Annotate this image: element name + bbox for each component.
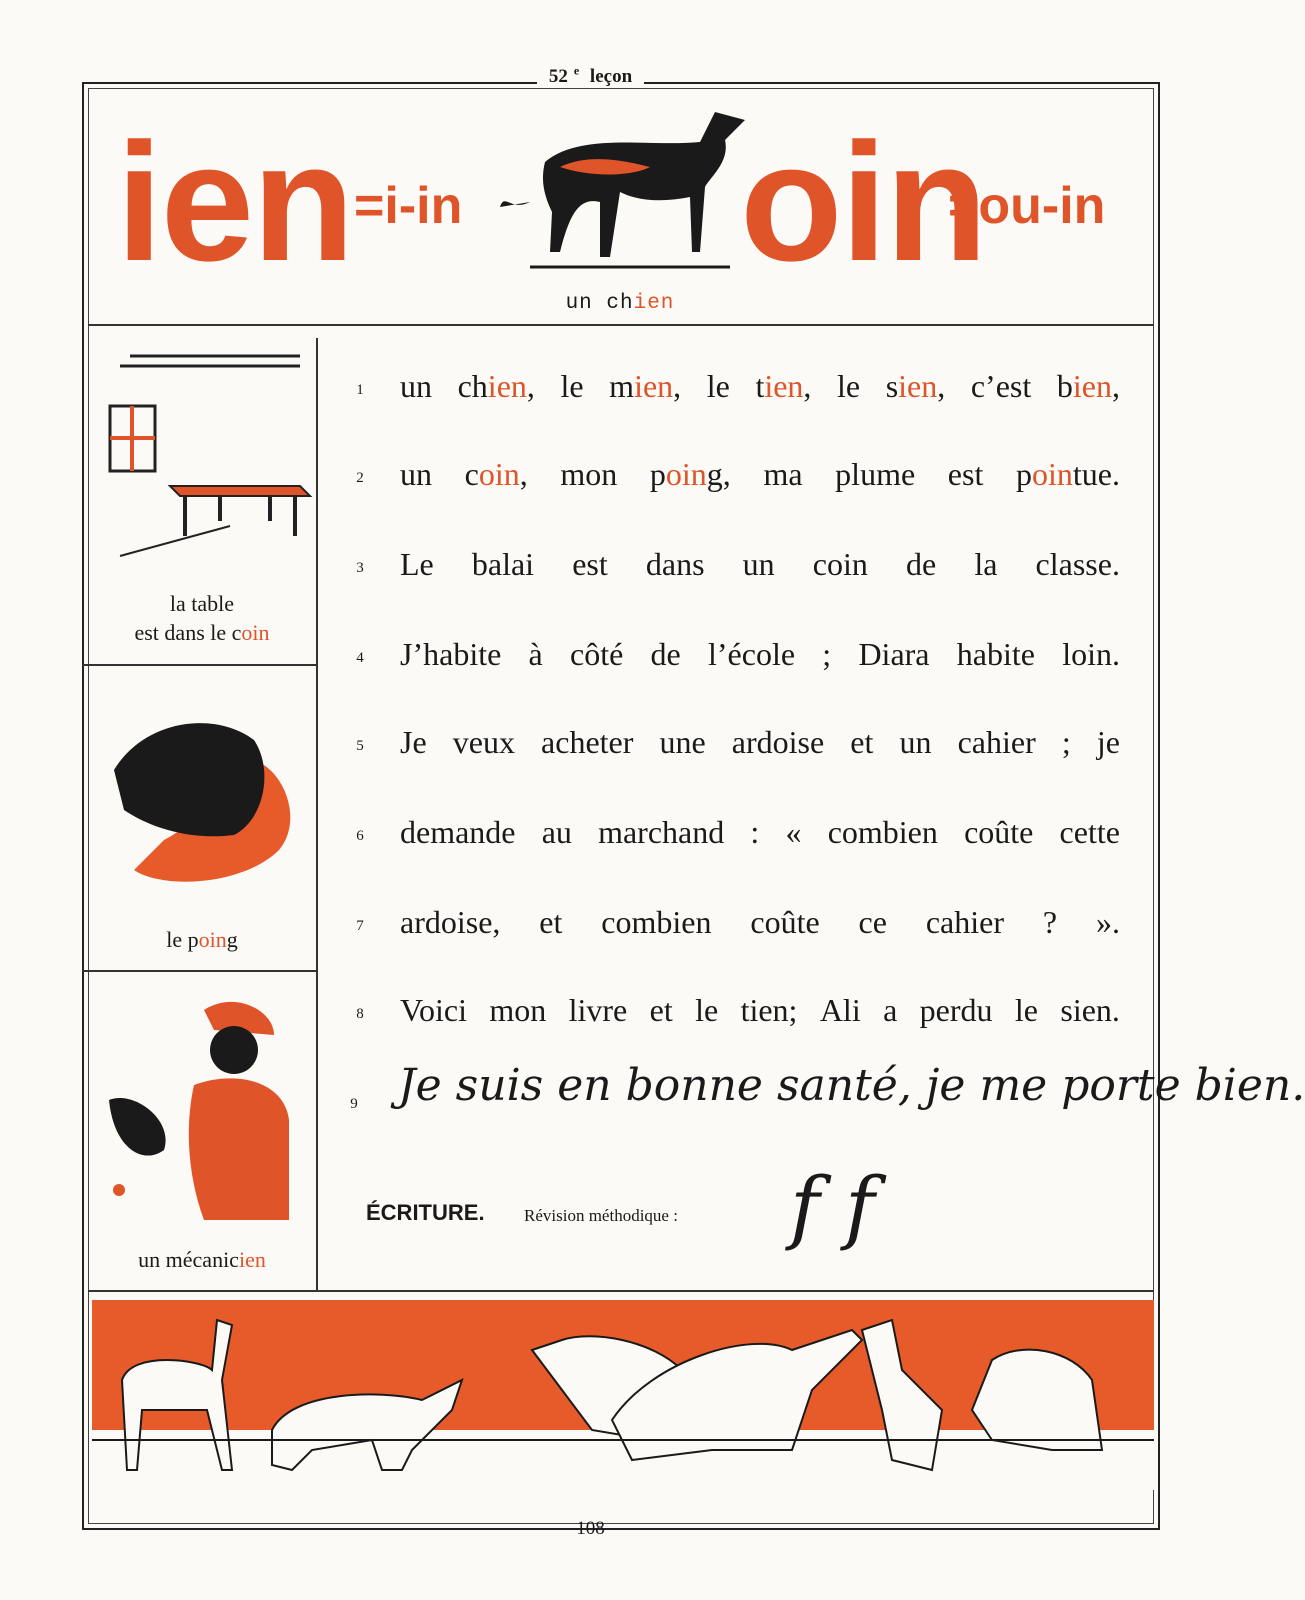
word xyxy=(458,368,535,405)
line-text xyxy=(400,904,1120,941)
line-text xyxy=(400,814,1120,851)
word xyxy=(1062,636,1120,673)
word xyxy=(651,636,681,673)
word-part: tue. xyxy=(1072,456,1120,492)
word xyxy=(971,368,1031,405)
word xyxy=(1016,456,1120,493)
word-part: marchand xyxy=(598,814,725,850)
word-part: combien xyxy=(827,814,938,850)
word xyxy=(948,456,984,493)
reading-line-3 xyxy=(350,546,1130,596)
word xyxy=(1036,546,1120,583)
word-part: et xyxy=(649,992,673,1028)
word-part: ma xyxy=(763,456,803,492)
word xyxy=(741,992,798,1029)
highlighted-sound: oin xyxy=(1031,456,1073,492)
reading-line-5 xyxy=(350,724,1130,774)
word xyxy=(763,456,802,493)
word xyxy=(858,636,929,673)
word-part: le xyxy=(1014,992,1038,1028)
word-part: ». xyxy=(1095,904,1120,940)
word-part: g, xyxy=(706,456,731,492)
word xyxy=(400,456,432,493)
word-part: de xyxy=(650,636,681,672)
word xyxy=(1043,904,1057,941)
cursive-letters: f f xyxy=(790,1160,875,1253)
word xyxy=(1015,992,1038,1029)
word xyxy=(743,546,775,583)
word-part: dans xyxy=(645,546,705,582)
word-part: tien; xyxy=(740,992,798,1028)
word xyxy=(400,904,500,941)
word-part: , xyxy=(673,368,682,404)
word xyxy=(837,368,860,405)
word-part: ; xyxy=(1061,724,1071,760)
sound-ien-equivalent: =i-in xyxy=(354,177,463,235)
reading-line-6 xyxy=(350,814,1130,864)
word xyxy=(707,368,730,405)
word xyxy=(472,546,534,583)
line-number: 4 xyxy=(356,650,364,666)
word-part: la xyxy=(974,546,998,582)
line-text xyxy=(400,992,1120,1029)
ecriture-label: ÉCRITURE. xyxy=(366,1200,485,1225)
word-part: b xyxy=(1056,368,1073,404)
sound-oin: oin xyxy=(740,108,986,296)
word xyxy=(650,456,731,493)
cursive-line: Je suis en bonne santé, je me porte bien. xyxy=(398,1060,1305,1111)
word-part: un xyxy=(400,368,432,404)
word-part: veux xyxy=(452,724,515,760)
word xyxy=(660,724,706,761)
word xyxy=(906,546,936,583)
word xyxy=(755,368,811,405)
word xyxy=(400,814,516,851)
line-text xyxy=(400,546,1120,583)
word xyxy=(646,546,705,583)
reading-line-8 xyxy=(350,992,1130,1042)
word xyxy=(813,546,868,583)
word xyxy=(541,724,633,761)
line-number: 7 xyxy=(356,918,364,934)
mechanic-caption: un mécanicien xyxy=(138,1247,266,1272)
word-part: mon xyxy=(560,456,618,492)
fist-illustration xyxy=(104,700,304,900)
word xyxy=(400,546,434,583)
word xyxy=(964,814,1033,851)
word xyxy=(400,636,501,673)
word xyxy=(400,368,432,405)
highlighted-sound: oin xyxy=(478,456,520,492)
sidebar-divider xyxy=(316,338,318,1290)
footer-divider xyxy=(88,1290,1154,1292)
word-part: le xyxy=(706,368,730,404)
word xyxy=(708,636,795,673)
word-part: sien. xyxy=(1060,992,1120,1028)
word xyxy=(465,456,528,493)
line-number: 3 xyxy=(356,560,364,576)
word xyxy=(850,724,873,761)
word xyxy=(732,724,824,761)
word xyxy=(883,992,897,1029)
word-part: cahier xyxy=(957,724,1036,760)
word xyxy=(601,904,711,941)
word xyxy=(1060,992,1120,1029)
dog-illustration xyxy=(500,92,760,282)
word-part: ardoise xyxy=(731,724,825,760)
word-part: « xyxy=(785,814,802,850)
word xyxy=(598,814,724,851)
word-part: côté xyxy=(570,636,624,672)
word-part: a xyxy=(883,992,898,1028)
word xyxy=(828,814,938,851)
word xyxy=(400,724,427,761)
word-part: demande xyxy=(400,814,516,850)
word xyxy=(572,546,608,583)
line-number-9: 9 xyxy=(350,1096,358,1112)
highlighted-sound: ien xyxy=(634,368,674,404)
word-part: loin. xyxy=(1062,636,1120,672)
word-part: Ali xyxy=(819,992,861,1028)
header-divider xyxy=(88,324,1154,326)
mechanic-illustration xyxy=(94,990,304,1230)
side-divider-2 xyxy=(82,970,316,972)
word-part: le xyxy=(837,368,861,404)
word-part: c xyxy=(464,456,479,492)
table-illustration xyxy=(100,346,310,556)
word-part: ardoise, xyxy=(400,904,501,940)
word-part: balai xyxy=(471,546,535,582)
word xyxy=(1097,724,1120,761)
word-part: m xyxy=(609,368,635,404)
word-part: mon xyxy=(489,992,547,1028)
line-text xyxy=(400,724,1120,761)
word xyxy=(920,992,993,1029)
highlighted-sound: ien xyxy=(764,368,804,404)
word xyxy=(489,992,546,1029)
word-part: acheter xyxy=(541,724,634,760)
line-number: 8 xyxy=(356,1006,364,1022)
word-part: un xyxy=(400,456,432,492)
word xyxy=(820,992,861,1029)
highlighted-sound: ien xyxy=(1072,368,1112,404)
line-number: 5 xyxy=(356,738,364,754)
word-part: Je xyxy=(400,724,427,760)
word-part: habite xyxy=(956,636,1035,672)
word xyxy=(570,636,623,673)
word-part: , xyxy=(1111,368,1120,404)
reading-line-7 xyxy=(350,904,1130,954)
word xyxy=(539,904,562,941)
word xyxy=(453,724,515,761)
word-part: Voici xyxy=(400,992,467,1028)
word-part: au xyxy=(541,814,572,850)
page-number: 108 xyxy=(576,1518,605,1539)
line-number: 6 xyxy=(356,828,364,844)
word-part: , xyxy=(519,456,528,492)
word xyxy=(899,724,931,761)
highlighted-sound: oin xyxy=(665,456,707,492)
word-part: un xyxy=(899,724,932,760)
word xyxy=(859,904,887,941)
word xyxy=(569,992,628,1029)
word xyxy=(529,636,543,673)
word-part: le xyxy=(695,992,719,1028)
word-part: t xyxy=(755,368,765,404)
word-part: coûte xyxy=(750,904,820,940)
line-text xyxy=(400,368,1120,405)
word-part: de xyxy=(905,546,937,582)
word xyxy=(560,456,617,493)
word xyxy=(786,814,802,851)
word-part: Le xyxy=(400,546,434,582)
word-part: s xyxy=(885,368,899,404)
word-part: ch xyxy=(457,368,488,404)
word-part: le xyxy=(560,368,584,404)
word-part: est xyxy=(947,456,984,492)
reading-line-2 xyxy=(350,456,1130,506)
word-part: Diara xyxy=(858,636,930,672)
word xyxy=(750,904,819,941)
word-part: coûte xyxy=(964,814,1034,850)
word-part: , xyxy=(526,368,535,404)
poing-caption: le poing xyxy=(166,927,238,952)
word-part: c’est xyxy=(970,368,1032,404)
dog-caption: un chien xyxy=(565,292,675,315)
word-part: , xyxy=(937,368,946,404)
word-part: ce xyxy=(858,904,887,940)
word xyxy=(650,992,673,1029)
word xyxy=(835,456,915,493)
word-part: un xyxy=(742,546,775,582)
word-part: p xyxy=(649,456,666,492)
word-part: , xyxy=(803,368,812,404)
word xyxy=(1096,904,1120,941)
word xyxy=(974,546,997,583)
word-part: plume xyxy=(835,456,916,492)
word-part: coin xyxy=(812,546,868,582)
word xyxy=(609,368,681,405)
line-number: 1 xyxy=(356,382,364,398)
word xyxy=(542,814,572,851)
dogs-illustration xyxy=(92,1300,1154,1490)
word-part: livre xyxy=(568,992,628,1028)
word xyxy=(560,368,583,405)
word xyxy=(886,368,946,405)
highlighted-sound: ien xyxy=(898,368,938,404)
lesson-title: 52 $^e$ leçon xyxy=(0,64,1181,88)
word-part: : xyxy=(750,814,760,850)
word-part: classe. xyxy=(1035,546,1120,582)
word-part: cette xyxy=(1059,814,1120,850)
reading-line-4 xyxy=(350,636,1130,686)
word xyxy=(822,636,831,673)
word xyxy=(695,992,718,1029)
word-part: une xyxy=(659,724,706,760)
word-part: je xyxy=(1096,724,1120,760)
sound-ien: ien xyxy=(116,108,353,296)
revision-label: Révision méthodique : xyxy=(524,1206,678,1225)
word-part: ? xyxy=(1042,904,1058,940)
word-part: p xyxy=(1015,456,1032,492)
word-part: à xyxy=(528,636,543,672)
word xyxy=(1062,724,1071,761)
line-text xyxy=(400,636,1120,673)
word xyxy=(957,636,1035,673)
word-part: combien xyxy=(601,904,712,940)
word xyxy=(750,814,759,851)
word-part: J’habite xyxy=(400,636,502,672)
word-part: est xyxy=(572,546,608,582)
word xyxy=(1057,368,1120,405)
sound-oin-equivalent: =ou-in xyxy=(948,177,1106,235)
word-part: l’école xyxy=(708,636,796,672)
word-part: cahier xyxy=(925,904,1004,940)
reading-line-1 xyxy=(350,368,1130,418)
word xyxy=(926,904,1004,941)
highlighted-sound: ien xyxy=(487,368,527,404)
side-divider-1 xyxy=(82,664,316,666)
table-caption: la table est dans le coin xyxy=(134,591,270,645)
word-part: et xyxy=(850,724,874,760)
word xyxy=(958,724,1036,761)
word xyxy=(1060,814,1120,851)
word-part: perdu xyxy=(919,992,993,1028)
line-text xyxy=(400,456,1120,493)
line-number: 2 xyxy=(356,470,364,486)
word xyxy=(400,992,467,1029)
word-part: et xyxy=(539,904,563,940)
word-part: ; xyxy=(822,636,832,672)
